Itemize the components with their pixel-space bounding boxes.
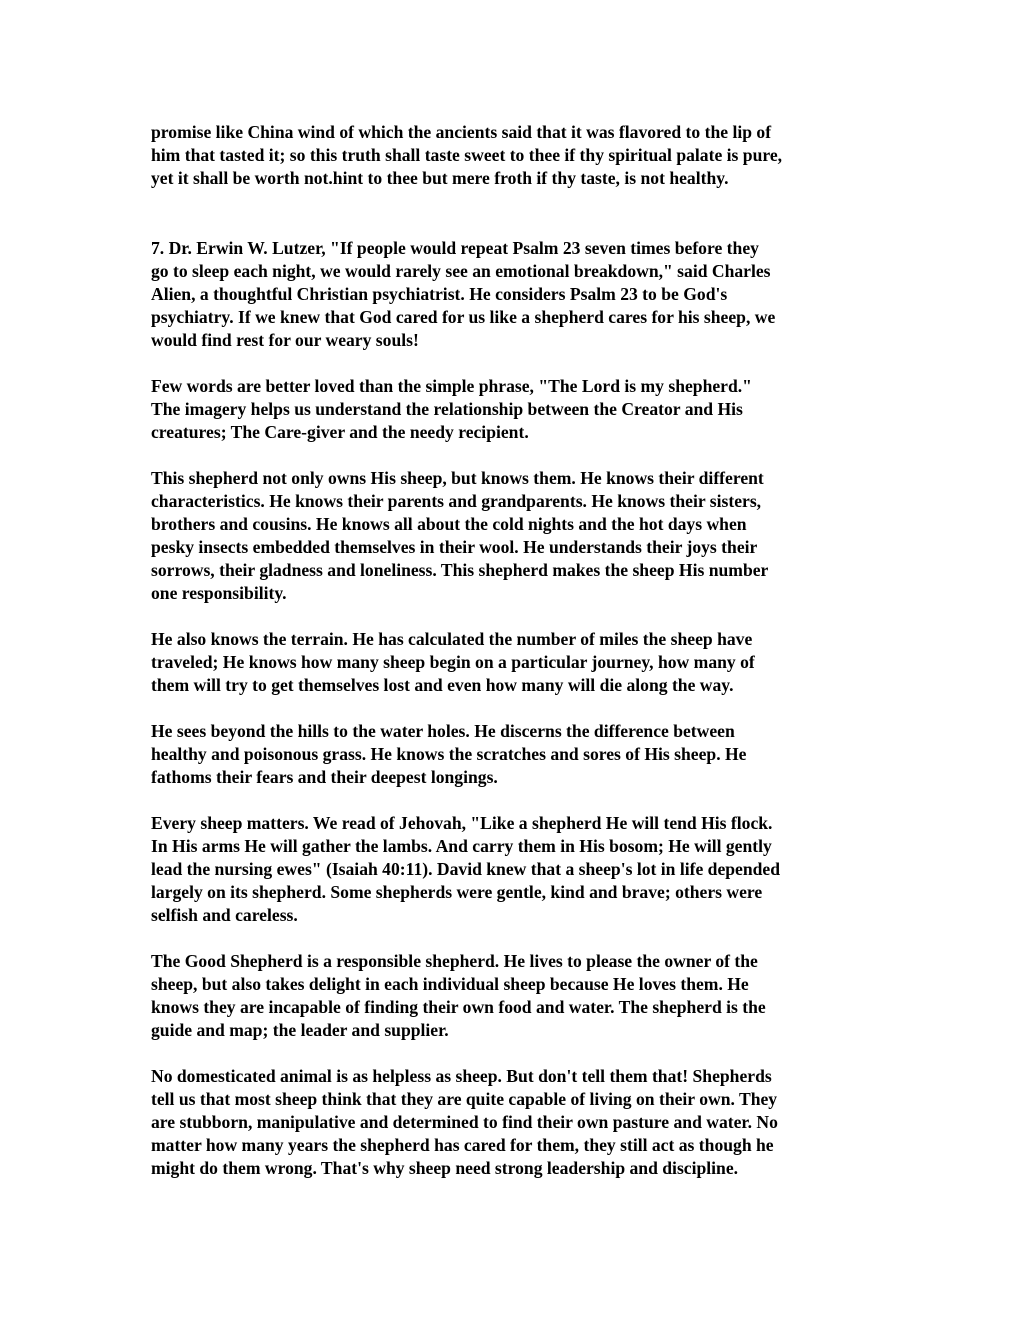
paragraph-spacer (151, 789, 881, 812)
text-line: The imagery helps us understand the relationship between the Creator and His (151, 399, 743, 419)
text-line: brothers and cousins. He knows all about the cold nights and the hot days when (151, 514, 747, 534)
text-line: Alien, a thoughtful Christian psychiatrist. He considers Psalm 23 to be God's (151, 284, 728, 304)
text-line: Every sheep matters. We read of Jehovah, "Like a shepherd He will tend His flock. (151, 813, 773, 833)
paragraph-spacer (151, 444, 881, 467)
text-line: might do them wrong. That's why sheep need strong leadership and discipline. (151, 1158, 739, 1178)
text-line: lead the nursing ewes" (Isaiah 40:11). David knew that a sheep's lot in life depended (151, 859, 781, 879)
text-line: one responsibility. (151, 583, 287, 603)
text-line: sheep, but also takes delight in each individual sheep because He loves them. He (151, 974, 749, 994)
text-line: yet it shall be worth not.hint to thee but mere froth if thy taste, is not healthy. (151, 168, 729, 188)
paragraph-lutzer-quote (151, 237, 881, 352)
text-line: promise like China wind of which the ancients said that it was flavored to the lip of (151, 122, 772, 142)
text-line: guide and map; the leader and supplier. (151, 1020, 449, 1040)
text-line: pesky insects embedded themselves in their wool. He understands their joys their (151, 537, 758, 557)
text-line: In His arms He will gather the lambs. And carry them in His bosom; He will gently (151, 836, 772, 856)
text-line: healthy and poisonous grass. He knows the scratches and sores of His sheep. He (151, 744, 747, 764)
text-line: creatures; The Care-giver and the needy recipient. (151, 422, 529, 442)
paragraph-spacer (151, 605, 881, 628)
text-line: sorrows, their gladness and loneliness. This shepherd makes the sheep His number (151, 560, 769, 580)
paragraph-sees-beyond (151, 720, 881, 789)
paragraph-spacer (151, 352, 881, 375)
paragraph-spacer (151, 697, 881, 720)
text-line: largely on its shepherd. Some shepherds were gentle, kind and brave; others were (151, 882, 763, 902)
text-line: are stubborn, manipulative and determined to find their own pasture and water. No (151, 1112, 778, 1132)
text-line: 7. Dr. Erwin W. Lutzer, "If people would repeat Psalm 23 seven times before they (151, 238, 759, 258)
text-line: No domesticated animal is as helpless as sheep. But don't tell them that! Shepherds (151, 1066, 772, 1086)
paragraph-spacer (151, 1042, 881, 1065)
paragraph-terrain (151, 628, 881, 697)
text-line: traveled; He knows how many sheep begin on a particular journey, how many of (151, 652, 755, 672)
text-line: selfish and careless. (151, 905, 298, 925)
text-line: He also knows the terrain. He has calculated the number of miles the sheep have (151, 629, 753, 649)
paragraph-domesticated (151, 1065, 881, 1180)
text-line: Few words are better loved than the simple phrase, "The Lord is my shepherd." (151, 376, 752, 396)
text-line: fathoms their fears and their deepest longings. (151, 767, 498, 787)
text-line: matter how many years the shepherd has cared for them, they still act as though he (151, 1135, 774, 1155)
text-line: He sees beyond the hills to the water holes. He discerns the difference between (151, 721, 735, 741)
paragraph-every-sheep (151, 812, 881, 927)
text-line: tell us that most sheep think that they are quite capable of living on their own. They (151, 1089, 778, 1109)
paragraph-good-shepherd (151, 950, 881, 1042)
text-line: characteristics. He knows their parents and grandparents. He knows their sisters, (151, 491, 762, 511)
text-line: knows they are incapable of finding their own food and water. The shepherd is the (151, 997, 766, 1017)
paragraph-spacer (151, 190, 881, 237)
text-line: him that tasted it; so this truth shall taste sweet to thee if thy spiritual palate is pure, (151, 145, 783, 165)
text-line: psychiatry. If we knew that God cared for us like a shepherd cares for his sheep, we (151, 307, 776, 327)
text-line: The Good Shepherd is a responsible shepherd. He lives to please the owner of the (151, 951, 758, 971)
text-line: would find rest for our weary souls! (151, 330, 419, 350)
paragraph-few-words (151, 375, 881, 444)
text-line: This shepherd not only owns His sheep, but knows them. He knows their different (151, 468, 764, 488)
document-page (151, 121, 881, 1180)
paragraph-shepherd-knows (151, 467, 881, 605)
text-line: them will try to get themselves lost and even how many will die along the way. (151, 675, 734, 695)
paragraph-continuation (151, 121, 881, 190)
text-line: go to sleep each night, we would rarely see an emotional breakdown," said Charles (151, 261, 771, 281)
paragraph-spacer (151, 927, 881, 950)
